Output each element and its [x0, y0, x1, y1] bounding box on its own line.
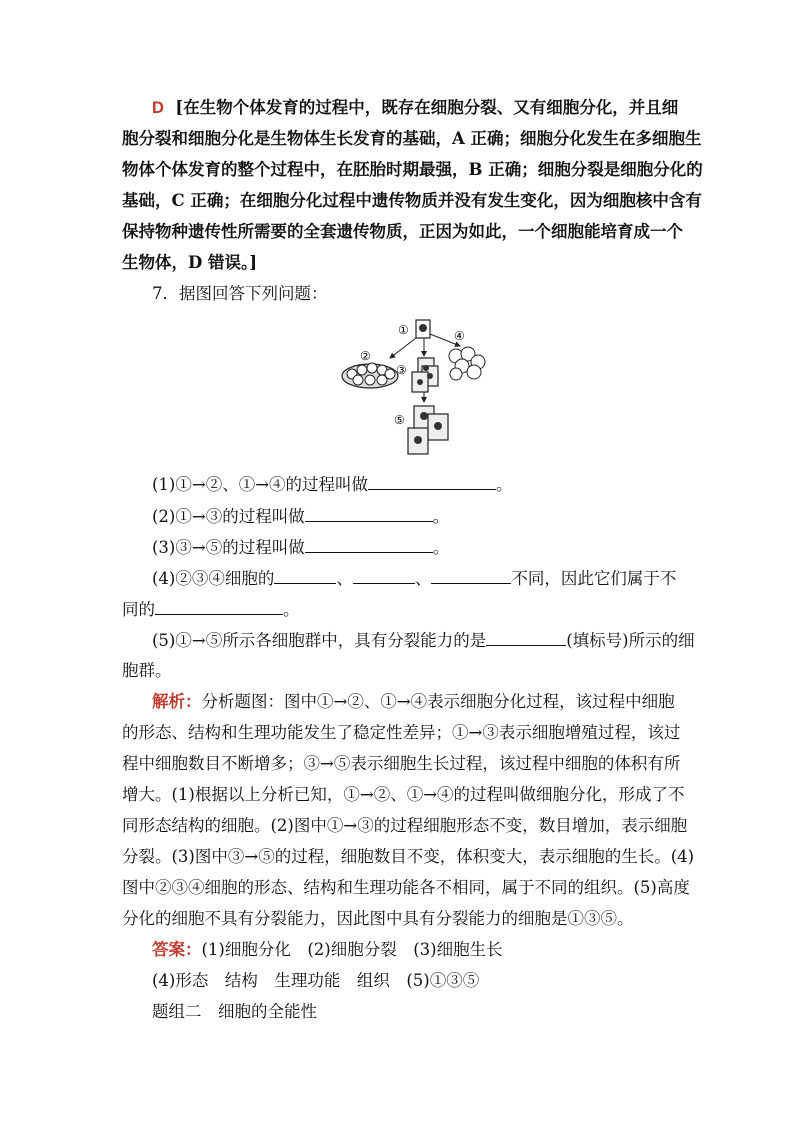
answer-blank-4d[interactable]: [155, 599, 283, 615]
subquestion-4-line-2: 同的 。: [122, 600, 300, 619]
cell-group-5-icon: [408, 406, 448, 454]
question-stem: 7．据图回答下列问题：: [152, 284, 328, 303]
answer-explanation-line-3: 物体个体发育的整个过程中，在胚胎时期最强，B 正确；细胞分裂是细胞分化的: [122, 160, 703, 179]
cell-group-2-icon: [342, 363, 398, 388]
subquestion-1: (1)①→②、①→④的过程叫做 。: [152, 475, 513, 494]
figure-label-4: ④: [454, 329, 465, 343]
answer-explanation-line-5: 保持物种遗传性所需要的全套遗传物质，正因为如此，一个细胞能培育成一个: [122, 222, 683, 241]
subquestion-4: (4)②③④细胞的 、 、 不同，因此它们属于不: [152, 569, 677, 588]
subquestion-5: (5)①→⑤所示各细胞群中，具有分裂能力的是 (填标号)所示的细: [152, 631, 695, 650]
cell-diagram-figure: [338, 316, 490, 462]
cell-group-4-icon: [449, 347, 485, 380]
answer-blank-3[interactable]: [305, 537, 433, 553]
subquestion-3: (3)③→⑤的过程叫做 。: [152, 538, 450, 557]
analysis-line-7: 图中②③④细胞的形态、结构和生理功能各不相同，属于不同的组织。(5)高度: [122, 878, 690, 897]
figure-label-1: ①: [398, 323, 409, 337]
answer-letter: D: [152, 99, 164, 117]
analysis-line-2: 的形态、结构和生理功能发生了稳定性差异；①→③表示细胞增殖过程，该过: [122, 723, 681, 742]
figure-label-5: ⑤: [394, 413, 405, 427]
answer-explanation-line-2: 胞分裂和细胞分化是生物体生长发育的基础，A 正确；细胞分化发生在多细胞生: [122, 129, 702, 148]
analysis-line-4: 增大。(1)根据以上分析已知，①→②、①→④的过程叫做细胞分化，形成了不: [122, 785, 685, 804]
answer-line-2: (4)形态 结构 生理功能 组织 (5)①③⑤: [152, 971, 480, 990]
answer-line-1: 答案：(1)细胞分化 (2)细胞分裂 (3)细胞生长: [152, 940, 503, 959]
subquestion-2: (2)①→③的过程叫做 。: [152, 507, 450, 526]
cell-1-icon: [416, 320, 430, 338]
section-heading: 题组二 细胞的全能性: [152, 1002, 317, 1021]
answer-blank-4a[interactable]: [274, 568, 336, 584]
answer-blank-4b[interactable]: [353, 568, 415, 584]
answer-blank-4c[interactable]: [431, 568, 511, 584]
answer-explanation-line-4: 基础，C 正确；在细胞分化过程中遗传物质并没有发生变化，因为细胞核中含有: [122, 191, 702, 210]
analysis-line-8: 分化的细胞不具有分裂能力，因此图中具有分裂能力的细胞是①③⑤。: [122, 909, 634, 928]
analysis-line-3: 程中细胞数目不断增多；③→⑤表示细胞生长过程，该过程中细胞的体积有所: [122, 754, 681, 773]
answer-label: 答案：: [152, 940, 202, 959]
analysis-label: 解析：: [152, 692, 202, 711]
cell-group-3-icon: [412, 358, 438, 392]
analysis-line-5: 同形态结构的细胞。(2)图中①→③的过程细胞形态不变，数目增加，表示细胞: [122, 816, 688, 835]
answer-explanation-line-1: D [在生物个体发育的过程中，既存在细胞分裂、又有细胞分化，并且细: [152, 98, 679, 117]
figure-label-2: ②: [360, 349, 371, 363]
analysis-line-6: 分裂。(3)图中③→⑤的过程，细胞数目不变，体积变大，表示细胞的生长。(4): [122, 847, 695, 866]
subquestion-5-line-2: 胞群。: [122, 661, 172, 680]
answer-blank-1[interactable]: [368, 474, 496, 490]
figure-label-3: ③: [396, 363, 407, 377]
answer-blank-2[interactable]: [305, 506, 433, 522]
answer-explanation-line-6: 生物体，D 错误。]: [122, 253, 258, 272]
answer-blank-5[interactable]: [486, 630, 566, 646]
analysis-line-1: 解析：分析题图：图中①→②、①→④表示细胞分化过程，该过程中细胞: [152, 692, 675, 711]
